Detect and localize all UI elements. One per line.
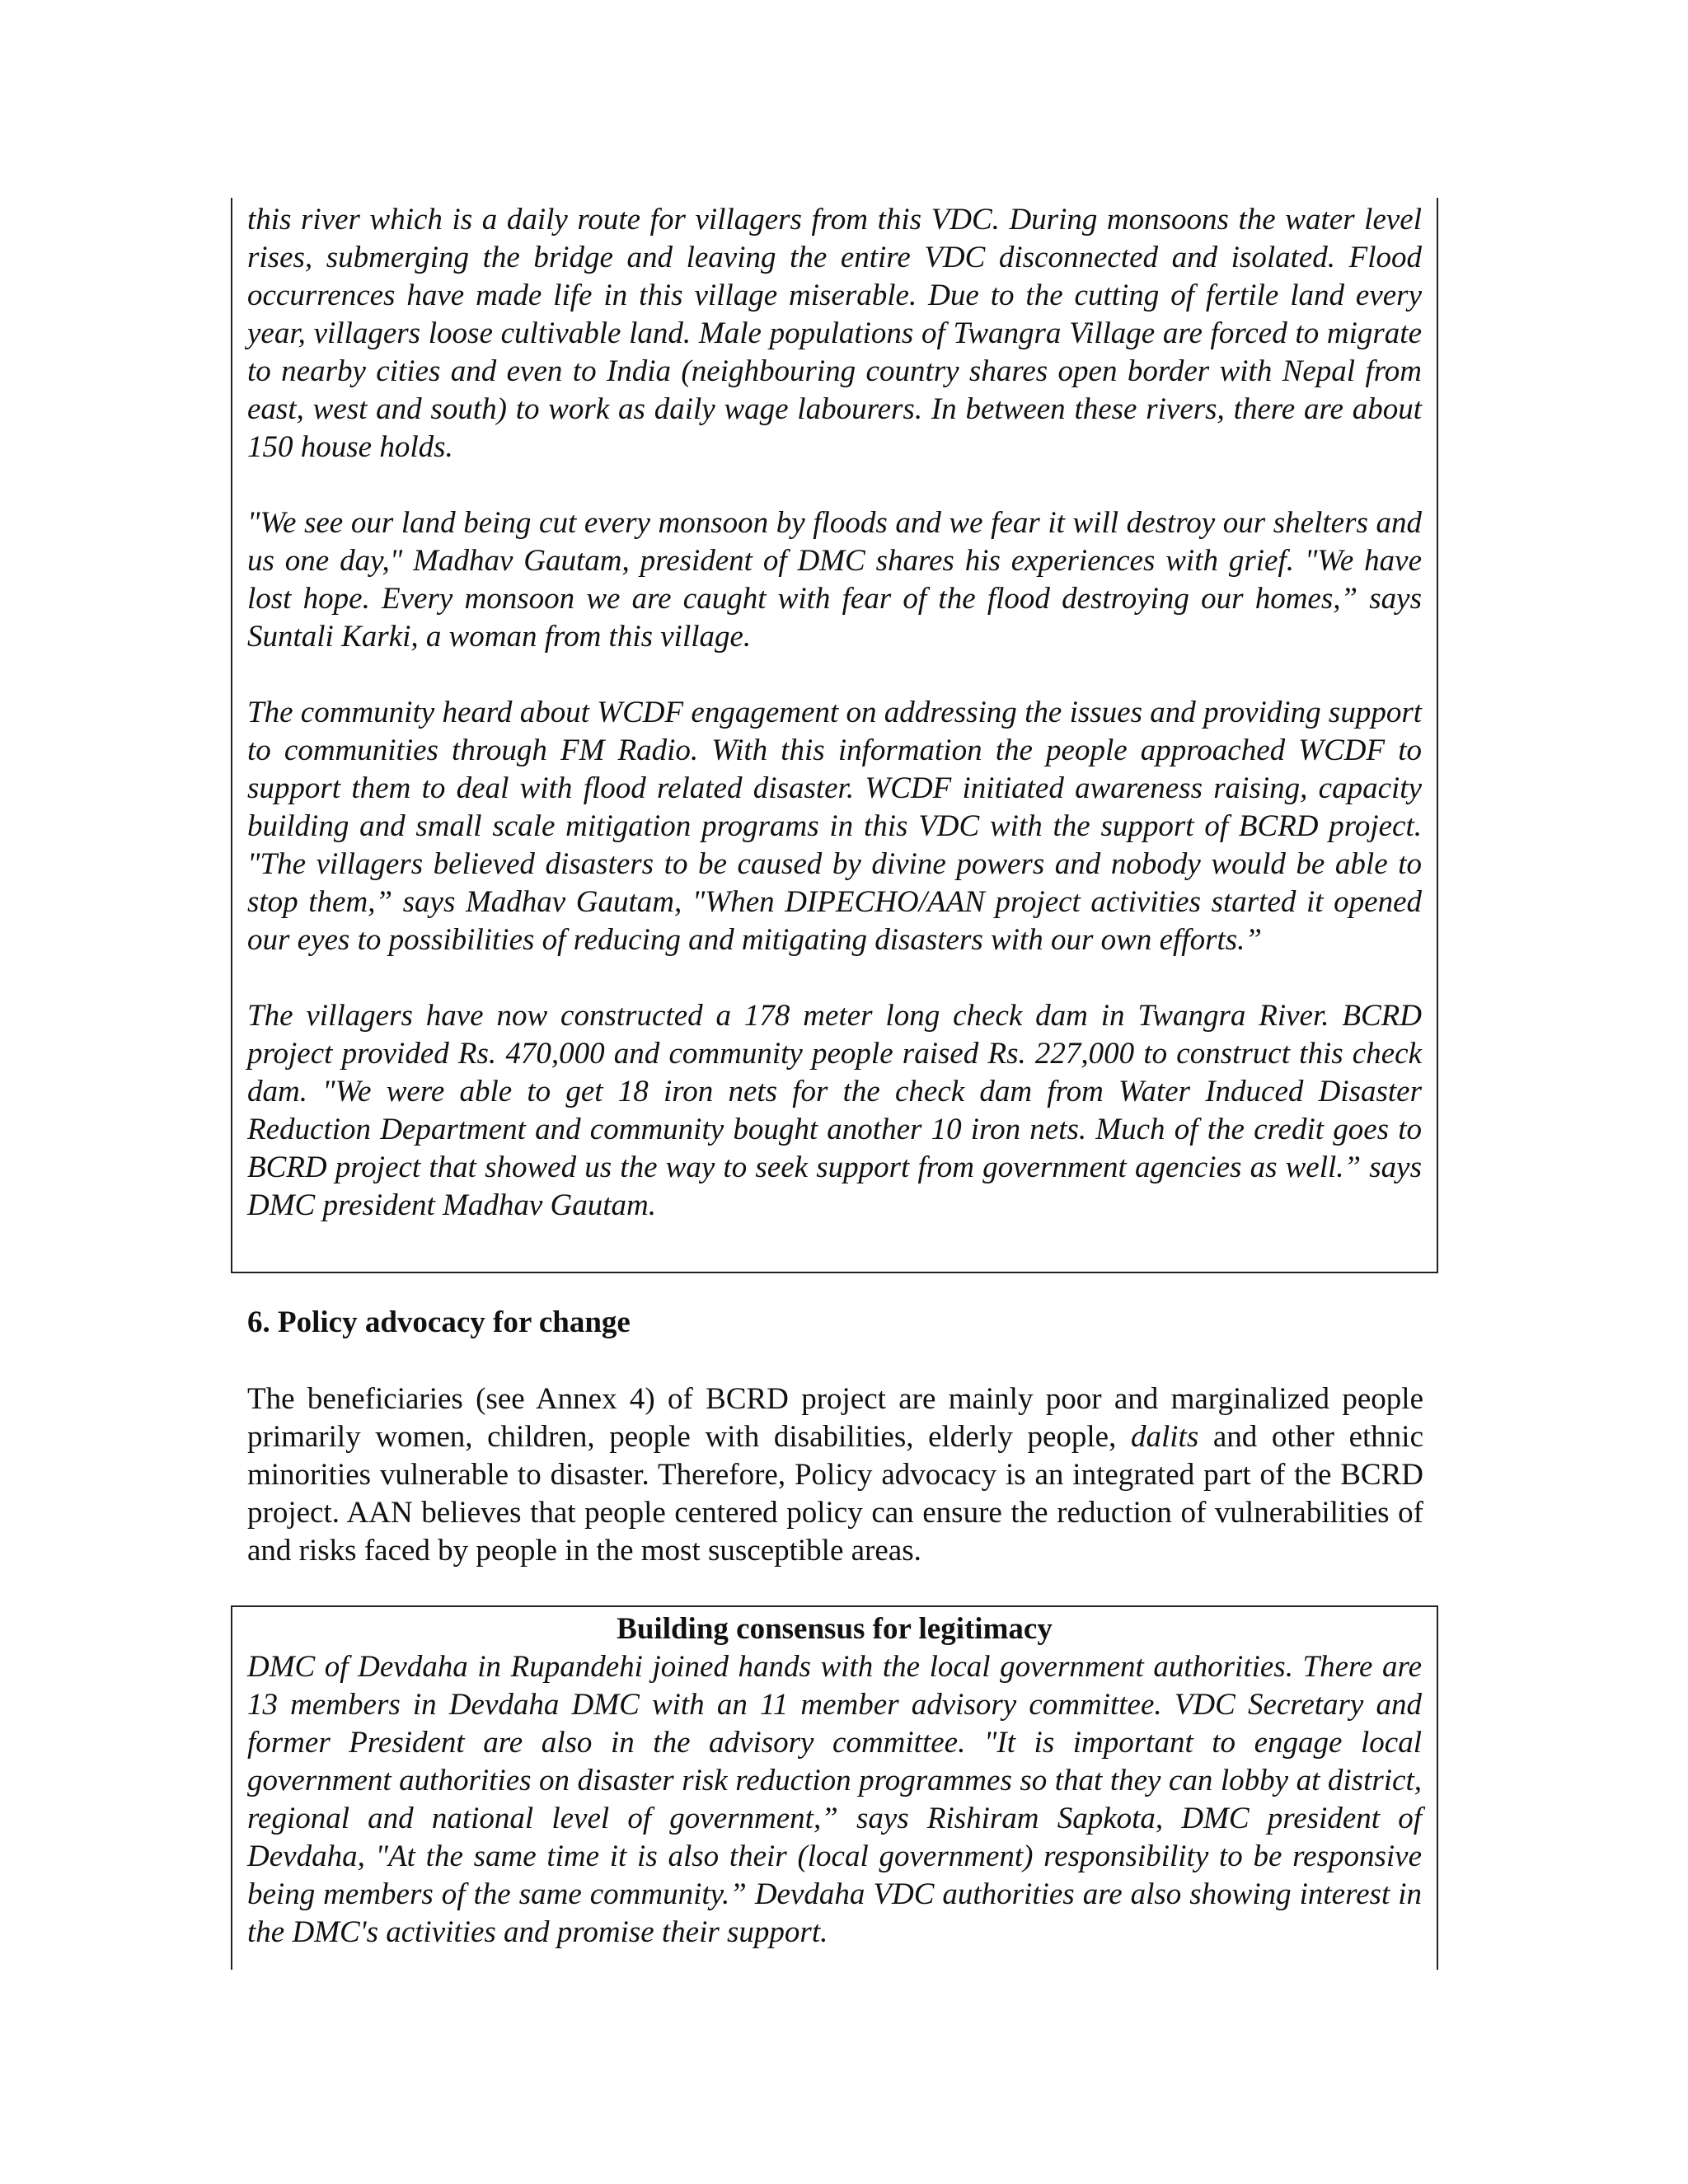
section-body-emphasis: dalits — [1130, 1420, 1199, 1454]
story-paragraph: this river which is a daily route for villagers from this VDC. During monsoons the water level rises, submerging the bridge and leaving the entire VDC disconnected and isolated. Flood occurrences have made life in this village miserable. Due to the cutting of fertile land every year, villagers loose cultivable land. Male populations of Twangra Village are forced to migrate to nearby cities and even to India (neighbouring country shares open border with Nepal from east, west and south) to work as daily wage labourers. In between these rivers, there are about 150 house holds. — [247, 203, 1422, 464]
section-heading: 6. Policy advocacy for change — [247, 1305, 631, 1339]
section-body-text: and other ethnic minorities vulnerable to disaster. Therefore, Policy advocacy is an integrated part of the BCRD project. AAN believes that people centered policy can ensure the reduction of vulnerabilities of and risks faced by people in the most susceptible areas. — [247, 1420, 1423, 1568]
story-box — [231, 198, 1438, 1273]
section-body-text: The beneficiaries (see Annex 4) of BCRD project are mainly poor and marginalized people primarily women, children, people with disabilities, elderly people, — [247, 1382, 1423, 1454]
story-paragraph: The community heard about WCDF engagement on addressing the issues and providing support to communities through FM Radio. With this information the people approached WCDF to support them to deal with flood related disaster. WCDF initiated awareness raising, capacity building and small scale mitigation programs in this VDC with the support of BCRD project. "The villagers believed disasters to be caused by divine powers and nobody would be able to stop them,” says Madhav Gautam, "When DIPECHO/AAN project activities started it opened our eyes to possibilities of reducing and mitigating disasters with our own efforts.” — [247, 696, 1422, 957]
story-quote-paragraph: "We see our land being cut every monsoon by floods and we fear it will destroy our shelters and us one day," Madhav Gautam, president of DMC shares his experiences with grief. "We have lost hope. Every monsoon we are caught with fear of the flood destroying our homes,” says Suntali Karki, a woman from this village. — [247, 506, 1422, 654]
case-box-title: Building consensus for legitimacy — [617, 1612, 1053, 1646]
case-box — [231, 1605, 1438, 1970]
case-box-paragraph: DMC of Devdaha in Rupandehi joined hands with the local government authorities. There are 13 members in Devdaha DMC with an 11 member advisory committee. VDC Secretary and former President are also in the advisory committee. "It is important to engage local government authorities on disaster risk reduction programmes so that they can lobby at district, regional and national level of government,” says Rishiram Sapkota, DMC president of Devdaha, "At the same time it is also their (local government) responsibility to be responsive being members of the same community.” Devdaha VDC authorities are also showing interest in the DMC's activities and promise their support. — [247, 1650, 1422, 1949]
section-body — [247, 1380, 1423, 1570]
story-paragraph: The villagers have now constructed a 178 meter long check dam in Twangra River. BCRD project provided Rs. 470,000 and community people raised Rs. 227,000 to construct this check dam. "We were able to get 18 iron nets for the check dam from Water Induced Disaster Reduction Department and community bought another 10 iron nets. Much of the credit goes to BCRD project that showed us the way to seek support from government agencies as well.” says DMC president Madhav Gautam. — [247, 999, 1422, 1222]
